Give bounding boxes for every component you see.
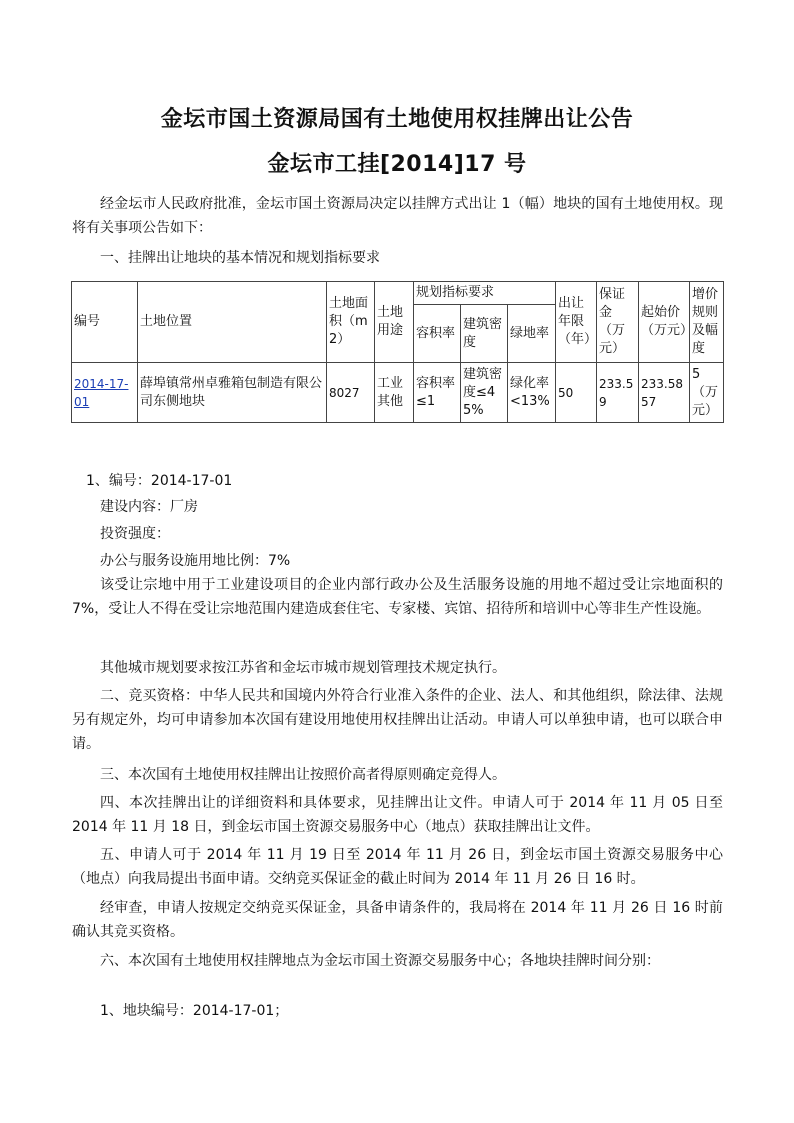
header-id: 编号 [72, 282, 138, 363]
parcel-density-cell: 建筑密度≤45% [461, 363, 508, 423]
header-location: 土地位置 [138, 282, 327, 363]
parcel-increment-cell: 5（万元） [690, 363, 724, 423]
parcel-use-cell: 工业其他 [375, 363, 414, 423]
table-row [72, 363, 724, 423]
parcel-start-price-cell: 233.5857 [639, 363, 690, 423]
section6-location: 六、本次国有土地使用权挂牌地点为金坛市国土资源交易服务中心；各地块挂牌时间分别： [100, 953, 660, 969]
section5-review: 经审查，申请人按规定交纳竞买保证金，具备申请条件的，我局将在 2014 年 11 月 26 日 16 时前确认其竞买资格。 [72, 900, 723, 940]
parcel-far-cell: 容积率≤1 [414, 363, 461, 423]
construction-content: 建设内容：厂房 [100, 499, 198, 515]
parcel-id-link[interactable]: 2014-17-01 [74, 376, 129, 409]
document-title: 金坛市国土资源局国有土地使用权挂牌出让公告 [160, 107, 634, 132]
parcel-deposit-cell: 233.59 [597, 363, 639, 423]
header-increment: 增价规则及幅度 [690, 282, 724, 363]
table-header-row [72, 282, 724, 305]
section1-heading: 一、挂牌出让地块的基本情况和规划指标要求 [100, 250, 380, 266]
section5-application: 五、申请人可于 2014 年 11 月 19 日至 2014 年 11 月 26 日，到金坛市国土资源交易服务中心（地点）向我局提出书面申请。交纳竞买保证金的截止时间为 2014 年 11 月 26 日 16 时。 [72, 847, 723, 887]
header-start-price: 起始价（万元） [639, 282, 690, 363]
section4-documents: 四、本次挂牌出让的详细资料和具体要求，见挂牌出让文件。申请人可于 2014 年 11 月 05 日至 2014 年 11 月 18 日，到金坛市国土资源交易服务中心（地点）获取挂牌出让文件。 [72, 795, 723, 835]
intro-paragraph: 经金坛市人民政府批准，金坛市国土资源局决定以挂牌方式出让 1（幅）地块的国有土地使用权。现将有关事项公告如下： [72, 196, 723, 236]
header-deposit: 保证金（万元） [597, 282, 639, 363]
section2-eligibility: 二、竞买资格：中华人民共和国境内外符合行业准入条件的企业、法人、和其他组织，除法律、法规另有规定外，均可申请参加本次国有建设用地使用权挂牌出让活动。申请人可以单独申请，也可以联合申请。 [72, 688, 723, 752]
section3-principle: 三、本次国有土地使用权挂牌出让按照价高者得原则确定竞得人。 [100, 767, 506, 783]
parcel-location-cell: 薛埠镇常州卓雅箱包制造有限公司东侧地块 [138, 363, 327, 423]
header-far: 容积率 [414, 305, 461, 363]
parcel-term-cell: 50 [556, 363, 597, 423]
header-area: 土地面积（m2） [327, 282, 375, 363]
section6-item: 1、地块编号：2014-17-01； [100, 1003, 289, 1019]
parcel-green-cell: 绿化率<13% [508, 363, 556, 423]
parcel-area-cell: 8027 [327, 363, 375, 423]
item-number: 1、编号：2014-17-01 [86, 473, 233, 489]
header-use: 土地用途 [375, 282, 414, 363]
other-requirements: 其他城市规划要求按江苏省和金坛市城市规划管理技术规定执行。 [100, 660, 506, 676]
header-green: 绿地率 [508, 305, 556, 363]
office-description: 该受让宗地中用于工业建设项目的企业内部行政办公及生活服务设施的用地不超过受让宗地面积的 7%，受让人不得在受让宗地范围内建造成套住宅、专家楼、宾馆、招待所和培训中心等非生产性设施。 [72, 577, 723, 617]
land-parcel-table [71, 281, 724, 423]
parcel-id-cell[interactable] [72, 363, 138, 423]
investment-intensity: 投资强度： [100, 526, 170, 542]
header-term: 出让年限（年） [556, 282, 597, 363]
header-planning: 规划指标要求 [414, 282, 556, 305]
document-number: 金坛市工挂[2014]17 号 [267, 152, 527, 177]
header-density: 建筑密度 [461, 305, 508, 363]
office-ratio: 办公与服务设施用地比例：7% [100, 553, 291, 569]
